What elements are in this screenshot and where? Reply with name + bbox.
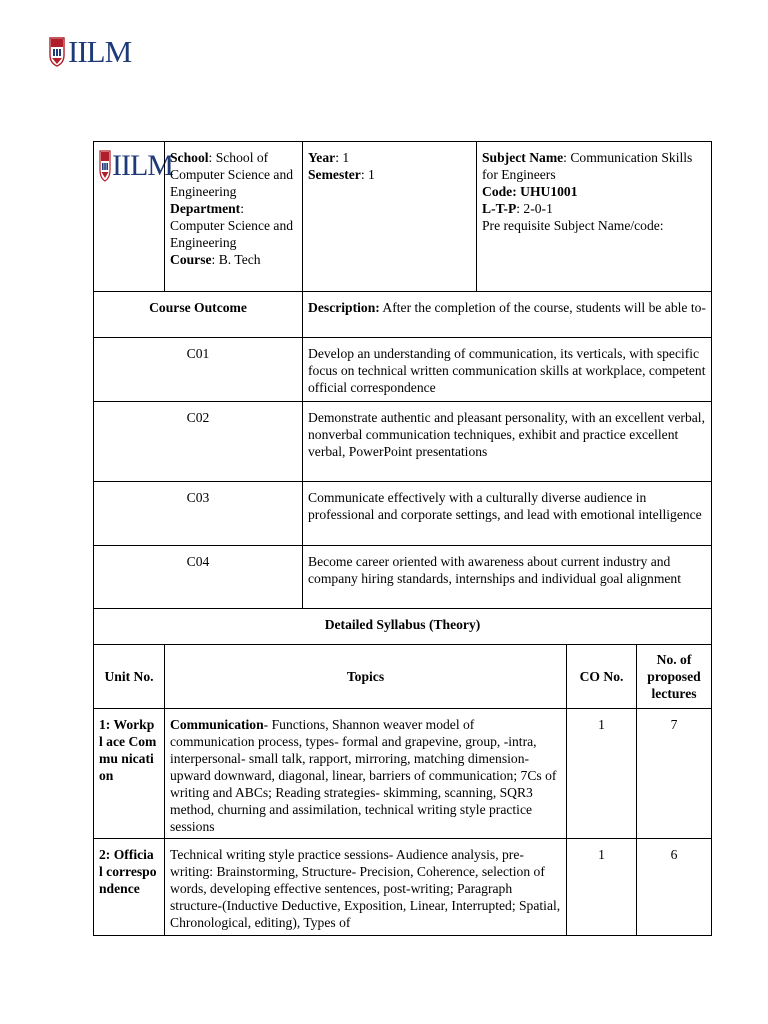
unit-header: Unit No. (104, 669, 154, 684)
school-label: School (170, 150, 209, 165)
outcome-text: Demonstrate authentic and pleasant personality, with an excellent verbal, nonverbal communication techniques, exhibit and practice excellent verbal, PowerPoint presentations (308, 410, 705, 459)
year-value: : 1 (335, 150, 350, 165)
lectures-header-cell (636, 644, 712, 708)
semester-label: Semester (308, 167, 361, 182)
ltp-value: : 2-0-1 (516, 201, 553, 216)
shield-icon (49, 37, 65, 67)
outcome-text: Communicate effectively with a culturally diverse audience in professional and corporate settings, and lead with emotional intelligence (308, 490, 702, 522)
ltp-label: L-T-P (482, 201, 517, 216)
info-logo-cell (93, 141, 173, 291)
page-logo (49, 36, 131, 68)
lectures-value: 7 (670, 717, 678, 732)
outcome-text: Become career oriented with awareness about current industry and company hiring standards, internships and individual goal alignment (308, 554, 682, 586)
unit-label: 1: Workpl ace Commu nication (99, 717, 157, 783)
lectures-value: 6 (670, 847, 678, 862)
unit-label: 2: Official correspo ndence (99, 847, 157, 896)
course-outcome-heading: Course Outcome (149, 300, 247, 315)
lectures-cell (636, 708, 712, 838)
topic-bold: Communication (170, 717, 264, 732)
subject-value: : Communication Skills for Engineers (482, 150, 693, 182)
unit-cell (93, 838, 164, 936)
outcome-text-cell (302, 545, 712, 608)
subject-label: Subject Name (482, 150, 564, 165)
prereq-text: Pre requisite Subject Name/code: (482, 218, 664, 233)
outcome-code-cell (93, 401, 302, 481)
outcome-code: C03 (186, 490, 210, 505)
outcome-code: C01 (186, 346, 210, 361)
syllabus-title: Detailed Syllabus (Theory) (324, 617, 481, 632)
lectures-cell (636, 838, 712, 936)
topic-text: - Functions, Shannon weaver model of communication process, types- formal and grapevine, group, -intra, interpersonal- small talk, rapport, mirroring, matching dimension- upward downward, diagonal, linear, barriers of communication; 7Cs of writing and ABCs; Reading strategies- skimming, scanning, SQR3 method, churning and assimilation, technical writing style practice sessions (170, 717, 557, 834)
year-cell (302, 141, 476, 291)
school-value: : School of Computer Science and Engineering (170, 150, 294, 199)
outcome-text: Develop an understanding of communication, its verticals, with specific focus on technical written communication skills at workplace, competent official correspondence (308, 346, 706, 395)
cell-logo-text: IILM (112, 149, 173, 182)
code-label: Code: UHU1001 (482, 184, 578, 199)
topics-header: Topics (346, 669, 385, 684)
outcome-text-cell (302, 401, 712, 481)
syllabus-title-cell (93, 608, 712, 644)
logo-text: IILM (68, 34, 132, 69)
co-value: 1 (598, 847, 605, 862)
department-label: Department (170, 201, 241, 216)
outcome-code: C02 (186, 410, 210, 425)
department-value: : Computer Science and Engineering (170, 201, 294, 250)
co-header-cell (566, 644, 636, 708)
unit-header-cell (93, 644, 164, 708)
year-label: Year (308, 150, 336, 165)
co-header: CO No. (579, 669, 624, 684)
description-text: After the completion of the course, students will be able to- (379, 300, 706, 315)
cell-logo (99, 150, 173, 182)
outcome-header-right (302, 291, 712, 337)
co-cell (566, 838, 636, 936)
topic-text: Technical writing style practice sessions- Audience analysis, pre-writing: Brainstorming, Structure- Precision, Coherence, selection of words, developing effective sentences, post-writing; Paragraph structure-(Inductive Deductive, Exposition, Linear, Interrupted; Spatial, Chronological, editing), Types of (170, 847, 561, 930)
shield-icon (99, 150, 111, 182)
course-value: : B. Tech (211, 252, 261, 267)
topic-cell (164, 838, 566, 936)
lectures-header: No. of proposed lectures (647, 652, 701, 701)
outcome-code-cell (93, 481, 302, 545)
outcome-code-cell (93, 337, 302, 401)
subject-cell (476, 141, 712, 291)
co-cell (566, 708, 636, 838)
outcome-text-cell (302, 337, 712, 401)
outcome-header-left (93, 291, 302, 337)
course-label: Course (170, 252, 212, 267)
unit-cell (93, 708, 164, 838)
outcome-code-cell (93, 545, 302, 608)
outcome-text-cell (302, 481, 712, 545)
topics-header-cell (164, 644, 566, 708)
outcome-code: C04 (186, 554, 210, 569)
school-cell (164, 141, 302, 291)
co-value: 1 (598, 717, 605, 732)
semester-value: : 1 (360, 167, 375, 182)
description-label: Description: (308, 300, 380, 315)
topic-cell (164, 708, 566, 838)
